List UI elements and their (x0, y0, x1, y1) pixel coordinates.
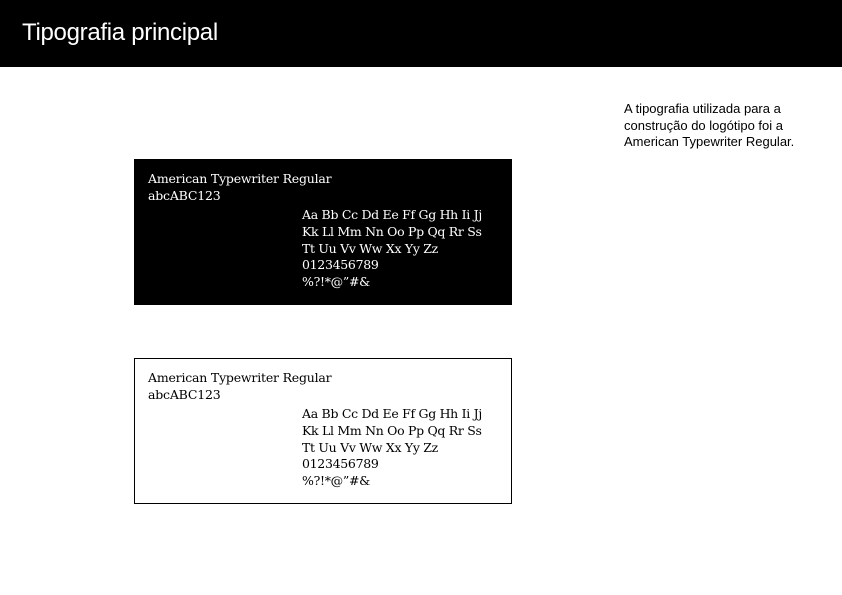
font-specimen-dark (134, 159, 512, 305)
glyph-line-digits: 0123456789 (302, 456, 379, 472)
glyph-line-symbols: %?!*@”#& (302, 473, 370, 489)
page-title: Tipografia principal (22, 19, 218, 46)
font-specimen-light (134, 358, 512, 504)
glyph-line-uppercase-lowercase-1: Aa Bb Cc Dd Ee Ff Gg Hh Ii Jj (302, 406, 482, 421)
glyph-set (302, 207, 482, 291)
glyph-set (302, 406, 482, 490)
glyph-line-uppercase-lowercase-3: Tt Uu Vv Ww Xx Yy Zz (302, 439, 438, 455)
glyph-line-uppercase-lowercase-2: Kk Ll Mm Nn Oo Pp Qq Rr Ss (302, 223, 482, 239)
font-sample: abcABC123 (148, 188, 221, 203)
glyph-line-digits: 0123456789 (302, 257, 379, 273)
font-name: American Typewriter Regular (148, 370, 332, 385)
font-sample: abcABC123 (148, 387, 221, 402)
page-header (0, 0, 842, 67)
font-name: American Typewriter Regular (148, 171, 332, 186)
typography-description: A tipografia utilizada para a construção do logótipo foi a American Typewriter Regular. (624, 101, 795, 149)
glyph-line-symbols: %?!*@”#& (302, 274, 370, 290)
glyph-line-uppercase-lowercase-3: Tt Uu Vv Ww Xx Yy Zz (302, 240, 438, 256)
glyph-line-uppercase-lowercase-2: Kk Ll Mm Nn Oo Pp Qq Rr Ss (302, 422, 482, 438)
glyph-line-uppercase-lowercase-1: Aa Bb Cc Dd Ee Ff Gg Hh Ii Jj (302, 207, 482, 222)
